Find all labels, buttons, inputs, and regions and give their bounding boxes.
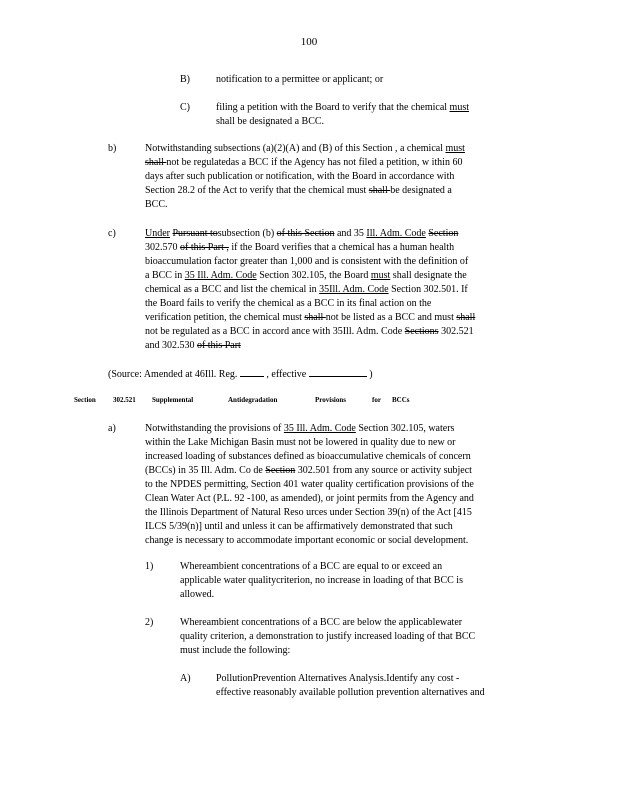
- para-c-line-4: a BCC in 35 Ill. Adm. Code Section 302.105, the Board must shall designate the: [145, 270, 467, 281]
- para-b-line-5: BCC.: [145, 199, 168, 210]
- section-heading-number: 302.521: [113, 396, 136, 404]
- subpara-label-2: 2): [145, 617, 154, 628]
- subpara-label-A: A): [180, 673, 191, 684]
- para-a-line-6: Clean Water Act (P.L. 92 -100, as amended), or joint permits from the Agency and: [145, 493, 474, 504]
- para-c-line-9: and 302.530 of this Part: [145, 340, 241, 351]
- item-C-line-2: shall be designated a BCC.: [216, 116, 325, 127]
- deleted-text: shall: [145, 157, 167, 168]
- item-label-C: C): [180, 102, 190, 113]
- para-a-line-9: change is necessary to accommodate important economic or social development.: [145, 535, 469, 546]
- para-c-line-1: Under Pursuant tosubsection (b) of this Section and 35 Ill. Adm. Code Section: [145, 228, 459, 239]
- para-c-line-8: not be regulated as a BCC in accord ance with 35Ill. Adm. Code Sections 302.521: [145, 326, 474, 337]
- subpara-2-line-2: quality criterion, a demonstration to justify increased loading of that BCC: [180, 631, 476, 642]
- para-a-line-4: (BCCs) in 35 Ill. Adm. Co de Section 302.501 from any source or activity subject: [145, 465, 472, 476]
- subpara-1-line-1: Whereambient concentrations of a BCC are equal to or exceed an: [180, 561, 443, 572]
- section-heading-title-1: Supplemental: [152, 396, 194, 404]
- para-b-line-2: shall not be regulatedas a BCC if the Agency has not filed a petition, w ithin 60: [145, 157, 463, 168]
- inserted-text: must: [449, 102, 469, 113]
- subpara-2-line-3: must include the following:: [180, 645, 291, 656]
- para-c-line-2: 302.570 of this Part , if the Board verifies that a chemical has a human health: [145, 242, 455, 253]
- para-c-line-5: chemical as a BCC and list the chemical in 35Ill. Adm. Code Section 302.501. If: [145, 284, 468, 295]
- source-reg-blank: [240, 367, 264, 377]
- para-label-c: c): [108, 228, 116, 239]
- item-B-text: notification to a permittee or applicant; or: [216, 74, 384, 85]
- para-b-line-4: Section 28.2 of the Act to verify that the chemical must shall be designated a: [145, 185, 452, 196]
- para-c-line-6: the Board fails to verify the chemical as a BCC in its final action on the: [145, 298, 432, 309]
- para-c-line-3: bioaccumulation factor greater than 1,000 and is consistent with the definition of: [145, 256, 469, 267]
- para-a-line-2: within the Lake Michigan Basin must not be lowered in quality due to new or: [145, 437, 456, 448]
- item-label-B: B): [180, 74, 190, 85]
- para-a-line-7: the Illinois Department of Natural Reso urces under Section 39(n) of the Act [415: [145, 507, 472, 518]
- para-b-line-3: days after such publication or notification, with the Board in accordance with: [145, 171, 455, 182]
- subpara-A-line-2: effective reasonably available pollution prevention alternatives and: [216, 687, 485, 698]
- section-heading-title-4: for: [372, 396, 381, 404]
- subpara-1-line-3: allowed.: [180, 589, 215, 600]
- para-a-line-1: Notwithstanding the provisions of 35 Ill. Adm. Code Section 302.105, waters: [145, 423, 455, 434]
- subpara-A-line-1: PollutionPrevention Alternatives Analysis.Identify any cost -: [216, 673, 460, 684]
- source-note: (Source: Amended at 46Ill. Reg. , effective ): [108, 369, 373, 380]
- source-date-blank: [309, 367, 367, 377]
- para-a-line-3: increased loading of substances defined as bioaccumulative chemicals of concern: [145, 451, 471, 462]
- section-heading-title-2: Antidegradation: [228, 396, 278, 404]
- page-number: 100: [300, 36, 318, 48]
- para-a-line-8: ILCS 5/39(n)] until and unless it can be affirmatively demonstrated that such: [145, 521, 453, 532]
- para-label-a: a): [108, 423, 116, 434]
- subpara-1-line-2: applicable water qualitycriterion, no increase in loading of that BCC is: [180, 575, 463, 586]
- para-b-line-1: Notwithstanding subsections (a)(2)(A) and (B) of this Section , a chemical must: [145, 143, 465, 154]
- para-c-line-7: verification petition, the chemical must shall not be listed as a BCC and must shall: [145, 312, 476, 323]
- subpara-label-1: 1): [145, 561, 154, 572]
- para-label-b: b): [108, 143, 117, 154]
- section-heading-word: Section: [74, 396, 96, 404]
- item-C-line-1: filing a petition with the Board to verify that the chemical must: [216, 102, 469, 113]
- section-heading-title-5: BCCs: [392, 396, 410, 404]
- section-heading-title-3: Provisions: [315, 396, 346, 404]
- para-a-line-5: to the NPDES permitting, Section 401 water quality certification provisions of the: [145, 479, 474, 490]
- subpara-2-line-1: Whereambient concentrations of a BCC are below the applicablewater: [180, 617, 463, 628]
